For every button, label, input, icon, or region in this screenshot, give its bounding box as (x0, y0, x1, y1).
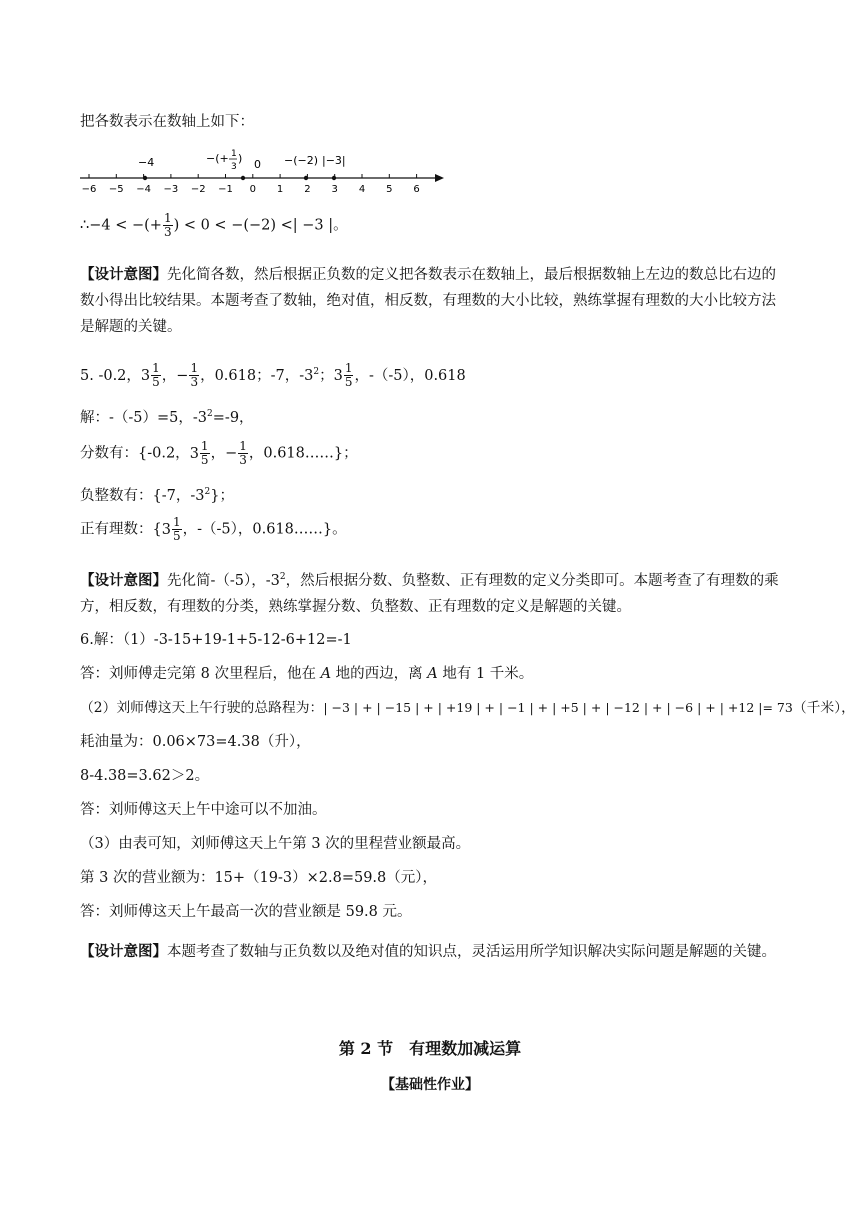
q6-l3-b: （千米）， (792, 700, 855, 716)
fraction-num: 1 (172, 515, 181, 529)
point-a-label: A (427, 666, 438, 682)
conclusion-prefix: ∴−4 < −(+ (80, 217, 162, 234)
q6-l2-c: 地有 1 千米。 (437, 666, 534, 682)
mixed-number (141, 362, 162, 389)
fraction-den: 5 (172, 529, 181, 543)
sol-b: =-9， (212, 409, 254, 426)
fractions-set (80, 440, 358, 467)
fractions-c: ，0.618……}； (248, 445, 358, 462)
q6-line-3 (80, 698, 855, 718)
exponent: 2 (204, 487, 211, 497)
minus-sign: − (176, 367, 189, 384)
intent-text-b: ，然后根据分数、负整数、正有理数的定义分类即可。本题考查了有理数的乘方，相反数，有理数的分类，熟练掌握分数、负整数、正有理数的定义是解题的关键。 (80, 572, 779, 615)
q5-line (80, 362, 466, 389)
fraction (189, 362, 199, 389)
sep: ， (210, 445, 226, 462)
fraction-den: 5 (200, 453, 209, 467)
intent-text: 本题考查了数轴与正负数以及绝对值的知识点，灵活运用所学知识解决实际问题是解题的关键。 (167, 944, 776, 960)
neg-ints-a: 负整数有：{-7，-3 (80, 487, 205, 504)
tick-label: 2 (304, 184, 311, 195)
intent-tag: 【设计意图】 (80, 571, 167, 589)
conclusion-suffix: ) < 0 < −(−2) <| −3 |。 (173, 217, 348, 234)
label-neg-neg2: −(−2) (284, 154, 319, 167)
intent-text: 先化简各数，然后根据正负数的定义把各数表示在数轴上，最后根据数轴上左边的数总比右边的数小得出比较结果。本题考查了数轴，绝对值，相反数，有理数的大小比较，熟练掌握有理数的大小比较方法是解题的关键。 (80, 267, 776, 335)
point-neg-third (241, 176, 245, 180)
mixed-whole: 3 (161, 521, 171, 538)
tick-label: −3 (163, 184, 179, 195)
axis-arrow (435, 174, 444, 182)
exponent: 2 (313, 367, 320, 377)
q5-mid: ，0.618；-7，-3 (200, 367, 314, 384)
fraction-num: 1 (344, 361, 353, 376)
tick-label: 5 (386, 184, 393, 195)
intent-tag: 【设计意图】 (80, 943, 167, 960)
q6-line-8: 第 3 次的营业额为：15+（19-3）×2.8=59.8（元）， (80, 870, 438, 886)
mixed-number (190, 440, 211, 467)
tick-label: −2 (190, 184, 206, 195)
q6-line-4: 耗油量为：0.06×73=4.38（升）， (80, 734, 311, 750)
label-zero: 0 (254, 158, 261, 171)
fraction-num: 1 (152, 361, 160, 376)
tick-label: 0 (249, 184, 256, 195)
fraction-den: 3 (163, 225, 172, 239)
intent-text-a: 先化简-（-5），-3 (167, 572, 280, 589)
fractions-a: 分数有：{-0.2， (80, 445, 190, 462)
tick-label: 1 (276, 184, 284, 195)
positive-rationals-set (80, 516, 347, 543)
tick-label: −4 (136, 184, 151, 195)
fraction-den: 5 (152, 375, 160, 390)
section-subtitle: 【基础性作业】 (381, 1077, 479, 1093)
q6-line-2 (80, 664, 533, 684)
distance-expression: | −3 | + | −15 | + | +19 | + | −1 | + | +5 | + | −12 | + | −6 | + | +12 |= 73 (323, 700, 793, 715)
solution-intro (80, 404, 254, 428)
q6-line-1: 6.解：（1）-3-15+19-1+5-12-6+12=-1 (80, 632, 352, 648)
exponent: 2 (279, 572, 286, 582)
number-line (70, 148, 450, 198)
mixed-number (162, 516, 183, 543)
point-3 (332, 176, 336, 180)
negative-integers-set (80, 482, 234, 506)
q6-l2-b: 地的西边，离 (331, 666, 428, 682)
fraction-den: 5 (344, 375, 353, 390)
mixed-whole: 3 (189, 445, 199, 462)
sep: ， (161, 367, 177, 384)
q6-l3-a: （2）刘师傅这天上午行驶的总路程为： (80, 700, 324, 716)
pos-b: ，-（-5），0.618……}。 (182, 521, 347, 538)
design-intent-1 (80, 262, 780, 340)
label-neg-third-prefix: −(+ (206, 152, 229, 165)
q6-line-6: 答：刘师傅这天上午中途可以不加油。 (80, 802, 327, 818)
point-a-label: A (320, 666, 332, 682)
label-third-num: 1 (231, 149, 237, 159)
exponent: 2 (207, 409, 213, 419)
label-abs3: |−3| (322, 154, 346, 167)
fraction-num: 1 (200, 439, 209, 453)
pos-a: 正有理数：{ (80, 521, 162, 538)
intent-tag: 【设计意图】 (80, 266, 167, 283)
tick-label: 3 (331, 184, 338, 195)
point-2 (304, 176, 308, 180)
intro-text: 把各数表示在数轴上如下： (80, 114, 254, 130)
q5-tail: ，-（-5），0.618 (354, 367, 466, 384)
tick-label: −1 (218, 184, 233, 195)
fraction-num: 1 (190, 361, 199, 376)
q6-l2-a: 答：刘师傅走完第 8 次里程后，他在 (80, 666, 321, 682)
tick-label: −6 (81, 184, 97, 195)
mixed-whole: 3 (333, 367, 343, 384)
design-intent-2 (80, 564, 780, 620)
fraction (238, 440, 248, 467)
sol-a: 解：-（-5）=5，-3 (80, 409, 208, 426)
label-third-den: 3 (231, 162, 237, 172)
design-intent-3 (80, 936, 780, 968)
fraction-den: 3 (239, 453, 247, 467)
mixed-number (334, 362, 355, 389)
tick-label: 4 (358, 184, 366, 195)
label-neg4: −4 (138, 156, 155, 169)
section-title: 第 2 节 有理数加减运算 (338, 1039, 522, 1058)
neg-ints-b: }； (210, 487, 234, 504)
fraction-num: 1 (239, 439, 247, 453)
point-neg4 (143, 176, 147, 180)
label-neg-third-suffix: ) (238, 152, 243, 165)
q6-line-9: 答：刘师傅这天上午最高一次的营业额是 59.8 元。 (80, 904, 412, 920)
fraction-den: 3 (190, 375, 199, 390)
minus-sign: − (225, 445, 238, 462)
fraction-num: 1 (163, 211, 172, 225)
mixed-whole: 3 (140, 367, 151, 384)
conclusion (80, 212, 348, 239)
fraction (163, 212, 173, 239)
q6-line-5: 8-4.38=3.62＞2。 (80, 768, 210, 784)
sep: ； (319, 367, 334, 384)
tick-label: 6 (413, 184, 420, 195)
q6-line-7: （3）由表可知，刘师傅这天上午第 3 次的里程营业额最高。 (80, 836, 471, 852)
tick-label: −5 (108, 184, 124, 195)
q5-head: 5. -0.2， (80, 367, 141, 384)
